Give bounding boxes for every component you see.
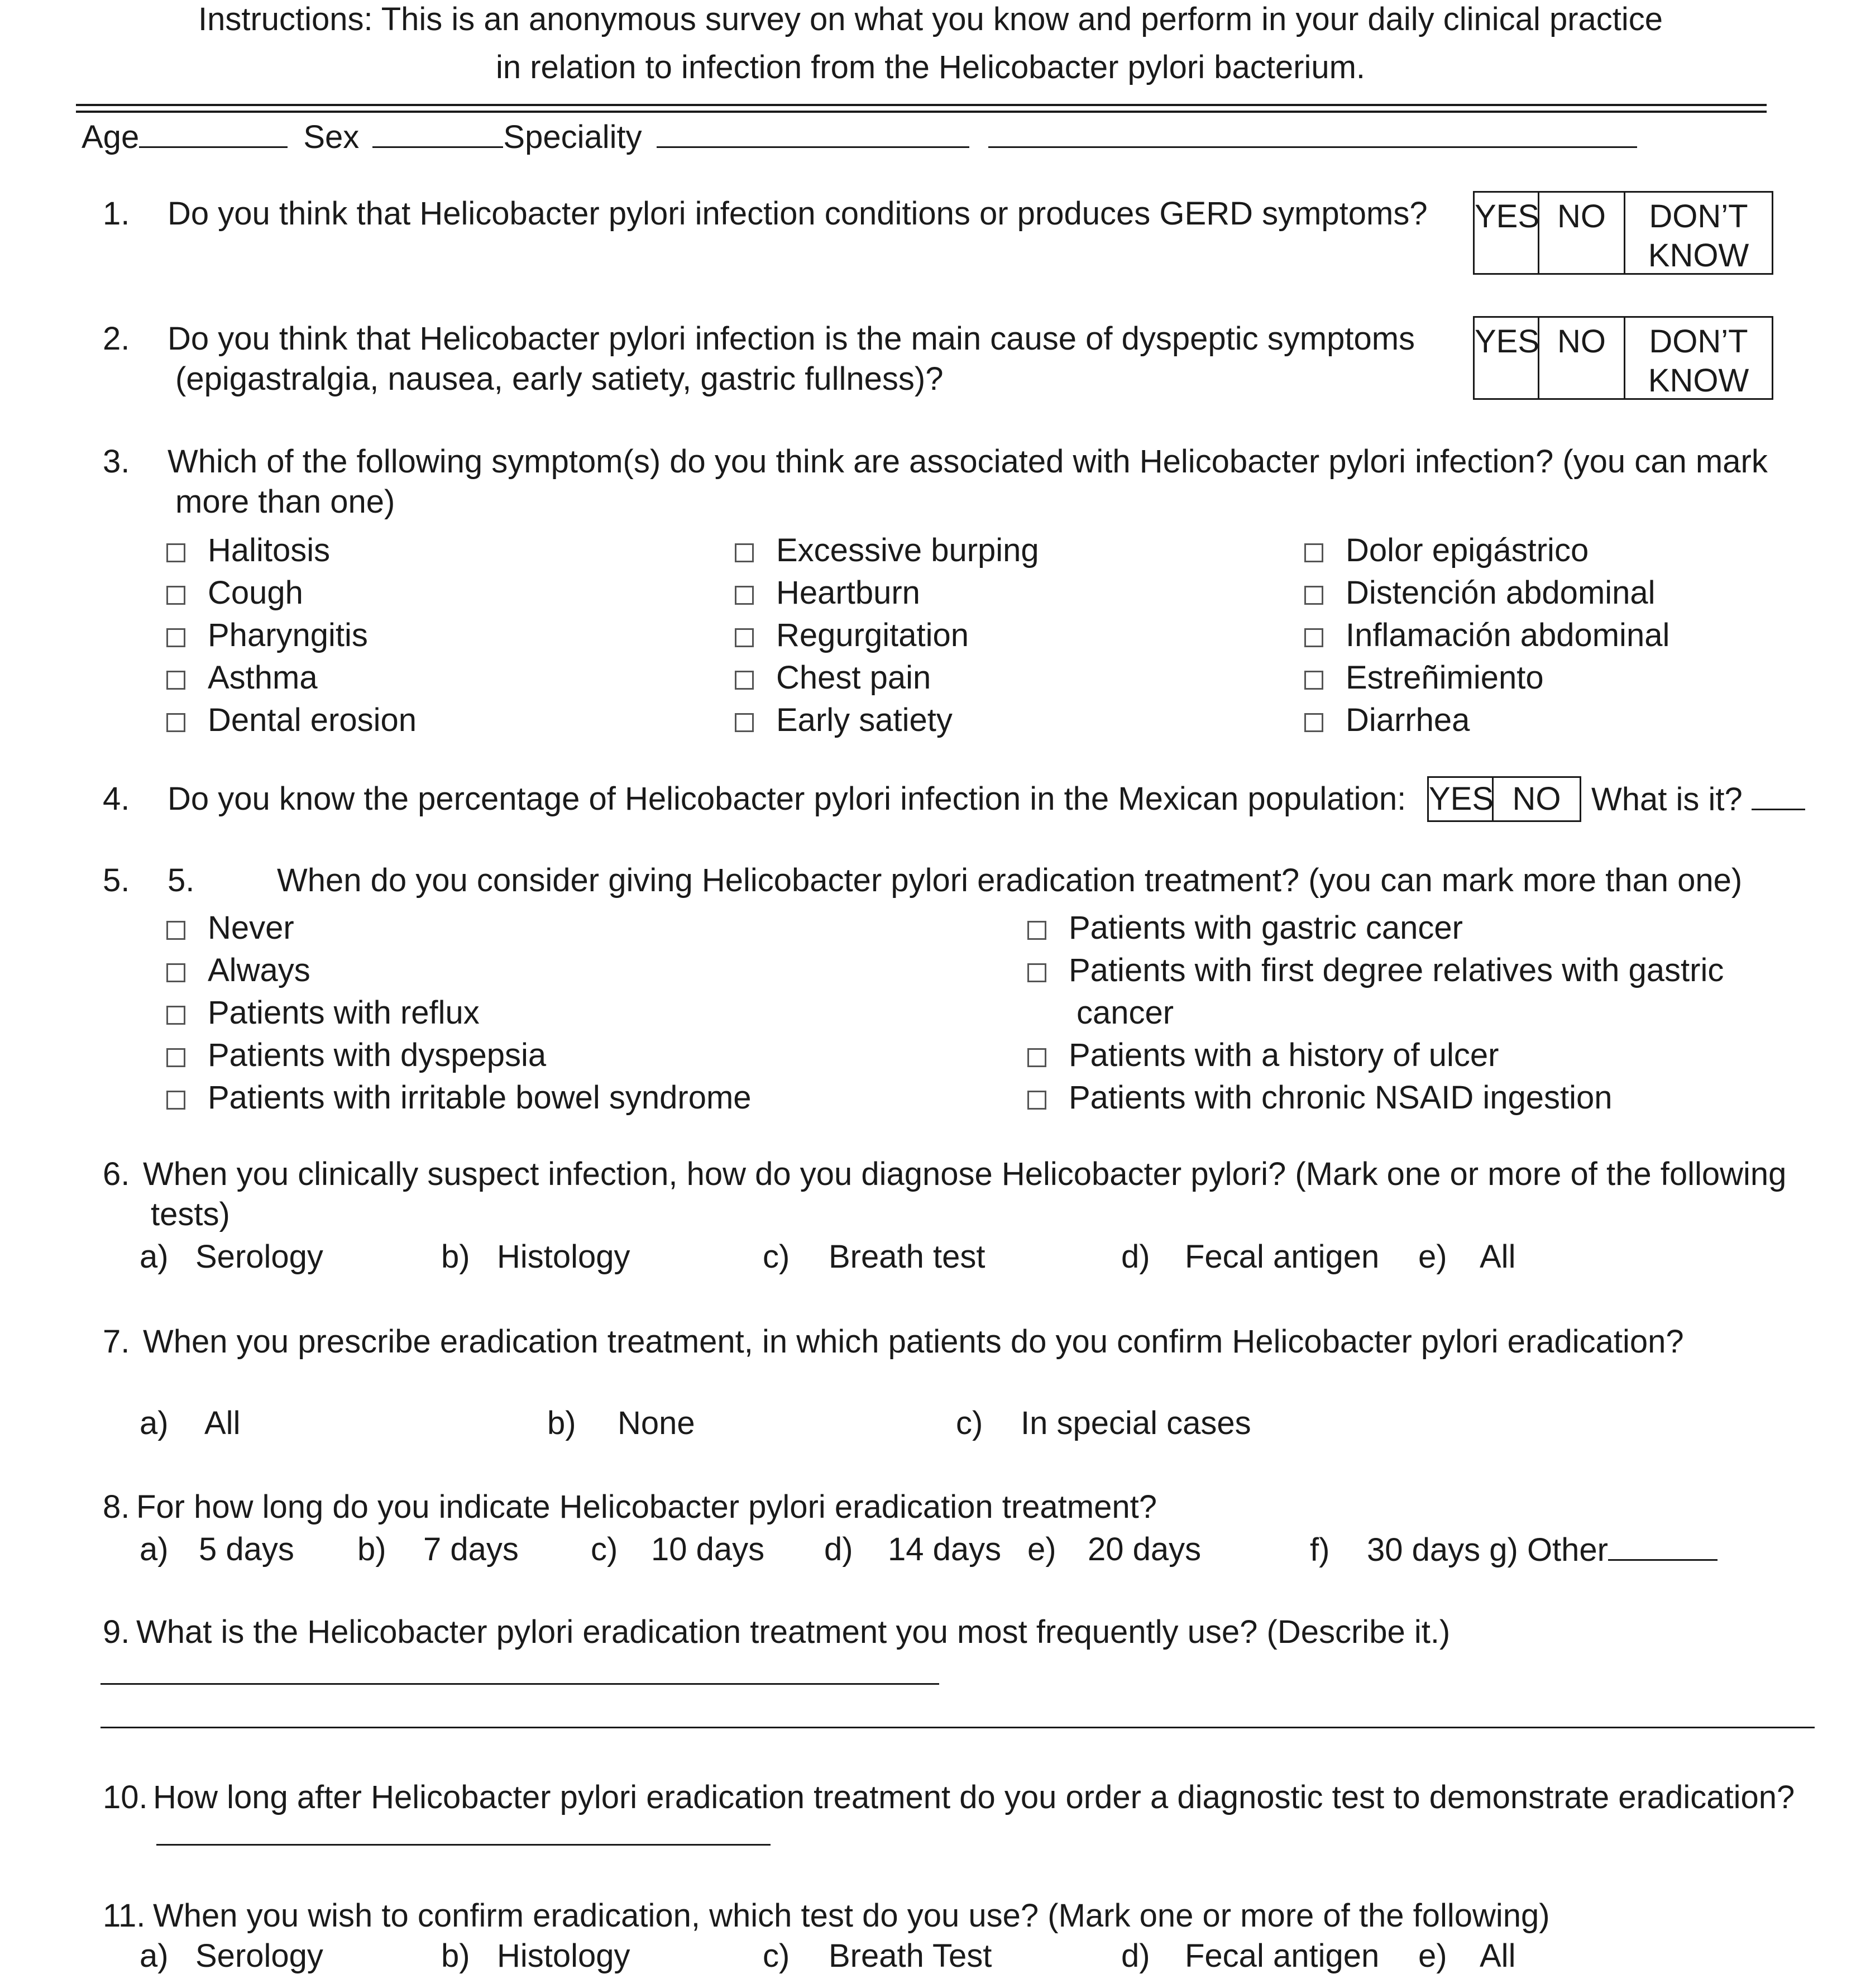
option-label: 14 days — [888, 1531, 1002, 1568]
checkbox[interactable] — [166, 713, 185, 732]
question-9-answer-line-1[interactable] — [101, 1683, 939, 1685]
option-label: 30 days g) Other — [1367, 1532, 1608, 1568]
question-1-text: Do you think that Helicobacter pylori infection conditions or produces GERD symptoms? — [168, 195, 1428, 232]
q11-option-a[interactable] — [140, 1940, 323, 1972]
demographics-row — [82, 121, 1637, 154]
option-letter: a) — [140, 1531, 169, 1568]
question-8-number: 8. — [103, 1489, 130, 1525]
q11-option-e[interactable] — [1418, 1940, 1515, 1972]
q8-option-e[interactable] — [1027, 1533, 1201, 1566]
q8-option-f[interactable] — [1310, 1533, 1718, 1566]
question-9-answer-line-2[interactable] — [101, 1727, 1815, 1728]
option-label: Patients with a history of ulcer — [1069, 1037, 1499, 1073]
question-2-text-line-2: (epigastralgia, nausea, early satiety, gastric fullness)? — [175, 361, 944, 397]
checkbox-option — [166, 529, 417, 572]
question-11-text: When you wish to confirm eradication, which test do you use? (Mark one or more of the following) — [153, 1898, 1550, 1934]
option-label: Patients with first degree relatives with gastric — [1069, 952, 1724, 988]
option-label: Early satiety — [776, 702, 953, 738]
option-label: Patients with irritable bowel syndrome — [208, 1079, 752, 1116]
question-4-text: Do you know the percentage of Helicobacter pylori infection in the Mexican population: — [168, 781, 1406, 817]
question-3-number: 3. — [103, 443, 130, 480]
checkbox[interactable] — [166, 628, 185, 647]
option-label: Serology — [195, 1938, 323, 1974]
checkbox-option — [166, 949, 752, 992]
question-2-dont-know-line-1: DON’T — [1649, 323, 1748, 360]
option-label: Asthma — [208, 660, 318, 696]
option-letter: f) — [1310, 1532, 1330, 1568]
checkbox-option — [735, 572, 1039, 614]
header-rule-bottom — [76, 111, 1767, 113]
question-7 — [103, 1323, 1684, 1360]
question-1-yes[interactable]: YES — [1475, 193, 1539, 273]
checkbox[interactable] — [735, 713, 754, 732]
question-1-no[interactable]: NO — [1539, 193, 1625, 273]
q11-option-d[interactable] — [1121, 1940, 1379, 1972]
question-3-text-line-1: Which of the following symptom(s) do you think are associated with Helicobacter pylori infection? (you can mark — [168, 443, 1768, 480]
checkbox[interactable] — [166, 543, 185, 562]
q8-option-a[interactable] — [140, 1533, 294, 1566]
option-letter: a) — [140, 1405, 169, 1441]
question-3-text-line-2: more than one) — [175, 484, 395, 520]
checkbox[interactable] — [1027, 963, 1046, 982]
option-letter: b) — [357, 1531, 386, 1568]
checkbox-option — [166, 1077, 752, 1119]
age-label: Age — [82, 119, 140, 155]
speciality-field-extra[interactable] — [988, 121, 1637, 148]
question-10-text: How long after Helicobacter pylori eradication treatment do you order a diagnostic test to demonstrate eradication? — [153, 1779, 1795, 1815]
checkbox[interactable] — [1304, 628, 1323, 647]
option-label: In special cases — [1021, 1405, 1251, 1441]
instructions-line-2: in relation to infection from the Helicobacter pylori bacterium. — [495, 49, 1366, 85]
option-label: Inflamación abdominal — [1346, 617, 1670, 653]
option-letter: c) — [763, 1239, 790, 1275]
option-letter: e) — [1418, 1938, 1447, 1974]
question-2-dont-know-line-2: KNOW — [1648, 362, 1749, 399]
question-10-answer-line[interactable] — [156, 1844, 771, 1846]
option-label: Cough — [208, 575, 303, 611]
option-label: Chest pain — [776, 660, 931, 696]
option-letter: a) — [140, 1938, 169, 1974]
q7-option-b[interactable] — [547, 1407, 695, 1440]
option-label: All — [204, 1405, 241, 1441]
question-9-number: 9. — [103, 1614, 130, 1650]
question-2-dont-know[interactable] — [1625, 318, 1772, 398]
checkbox-option — [735, 529, 1039, 572]
checkbox-option — [166, 699, 417, 742]
q6-option-d[interactable] — [1121, 1241, 1379, 1273]
option-label: Breath test — [829, 1239, 985, 1275]
checkbox[interactable] — [1304, 586, 1323, 605]
question-3-column-3 — [1304, 529, 1669, 742]
checkbox-option — [1304, 529, 1669, 572]
checkbox-option — [166, 1034, 752, 1077]
option-label: Pharyngitis — [208, 617, 368, 653]
checkbox[interactable] — [1027, 1048, 1046, 1067]
option-label: 20 days — [1088, 1531, 1202, 1568]
checkbox-option — [1027, 907, 1724, 949]
question-4-yes[interactable]: YES — [1429, 778, 1494, 820]
question-8-text: For how long do you indicate Helicobacter pylori eradication treatment? — [136, 1489, 1157, 1525]
option-label: Always — [208, 952, 310, 988]
checkbox[interactable] — [1304, 713, 1323, 732]
question-4-what-is-it — [1591, 783, 1805, 816]
option-label: Regurgitation — [776, 617, 969, 653]
q8-option-c[interactable] — [591, 1533, 764, 1566]
option-label: Estreñimiento — [1346, 660, 1544, 696]
option-label: Patients with gastric cancer — [1069, 910, 1463, 946]
q6-option-c[interactable] — [763, 1241, 985, 1273]
checkbox[interactable] — [735, 586, 754, 605]
option-label: Fecal antigen — [1185, 1938, 1380, 1974]
question-4-answer-box — [1427, 776, 1581, 822]
checkbox-option — [166, 992, 752, 1034]
option-letter: e) — [1418, 1239, 1447, 1275]
option-letter: b) — [441, 1239, 470, 1275]
question-2-yes[interactable]: YES — [1475, 318, 1539, 398]
option-label: Excessive burping — [776, 532, 1039, 568]
option-label: None — [618, 1405, 695, 1441]
checkbox[interactable] — [735, 543, 754, 562]
option-label: Serology — [195, 1239, 323, 1275]
question-1-answer-box — [1473, 191, 1773, 275]
question-10-number: 10. — [103, 1779, 148, 1815]
speciality-label: Speciality — [503, 119, 642, 155]
age-field[interactable] — [139, 121, 288, 148]
checkbox[interactable] — [166, 1006, 185, 1025]
checkbox-option — [166, 657, 417, 699]
option-letter: c) — [956, 1405, 983, 1441]
option-label: 5 days — [199, 1531, 294, 1568]
question-8 — [103, 1491, 1157, 1523]
checkbox[interactable] — [166, 1091, 185, 1110]
option-letter: d) — [1121, 1938, 1150, 1974]
q11-option-b[interactable] — [441, 1940, 630, 1972]
checkbox-option — [1304, 572, 1669, 614]
option-label: Patients with chronic NSAID ingestion — [1069, 1079, 1613, 1116]
question-5-number: 5. — [103, 862, 130, 899]
question-1-dont-know-line-2: KNOW — [1648, 237, 1749, 274]
what-is-it-field[interactable] — [1752, 783, 1805, 810]
checkbox[interactable] — [735, 628, 754, 647]
checkbox-option — [1304, 657, 1669, 699]
option-letter: e) — [1027, 1531, 1056, 1568]
question-5-text: When do you consider giving Helicobacter pylori eradication treatment? (you can mark more than one) — [277, 862, 1743, 899]
question-11 — [103, 1895, 1550, 1932]
question-6-text-line-2: tests) — [151, 1196, 230, 1232]
q6-option-e[interactable] — [1418, 1241, 1515, 1273]
speciality-field[interactable] — [657, 121, 969, 148]
option-label: Heartburn — [776, 575, 920, 611]
instructions-line-1: Instructions: This is an anonymous survey on what you know and perform in your daily clinical practice — [198, 1, 1663, 37]
checkbox-option — [166, 614, 417, 657]
checkbox-option — [1027, 1034, 1724, 1077]
option-letter: d) — [1121, 1239, 1150, 1275]
checkbox[interactable] — [166, 586, 185, 605]
option-label: All — [1480, 1938, 1516, 1974]
question-9-text: What is the Helicobacter pylori eradication treatment you most frequently use? (Describe it.) — [136, 1614, 1451, 1650]
sex-label: Sex — [303, 119, 360, 155]
checkbox[interactable] — [166, 1048, 185, 1067]
option-letter: b) — [547, 1405, 576, 1441]
question-5 — [103, 864, 1742, 897]
question-6 — [103, 1158, 1786, 1191]
option-label: Patients with reflux — [208, 995, 480, 1031]
sex-field[interactable] — [372, 121, 503, 148]
question-5-number-2: 5. — [168, 862, 195, 899]
question-7-number: 7. — [103, 1323, 130, 1360]
option-letter: d) — [824, 1531, 853, 1568]
checkbox-option — [1027, 1077, 1724, 1119]
q11-option-c[interactable] — [763, 1940, 992, 1972]
question-1-dont-know[interactable] — [1625, 193, 1772, 273]
question-4-no[interactable]: NO — [1512, 781, 1561, 817]
question-2-number: 2. — [103, 321, 130, 357]
question-6-text-line-1: When you clinically suspect infection, how do you diagnose Helicobacter pylori? (Mark one or more of the following — [143, 1156, 1787, 1192]
question-4 — [103, 783, 1406, 815]
option-label: All — [1480, 1239, 1516, 1275]
question-1-dont-know-line-1: DON’T — [1649, 198, 1748, 235]
question-1-number: 1. — [103, 195, 130, 232]
q8-option-d[interactable] — [824, 1533, 1001, 1566]
checkbox-option — [735, 614, 1039, 657]
question-2 — [103, 323, 1415, 355]
question-11-number: 11. — [103, 1898, 146, 1934]
question-5-right-column — [1027, 907, 1724, 1119]
checkbox-option — [166, 907, 752, 949]
q6-option-a[interactable] — [140, 1241, 323, 1273]
option-letter: a) — [140, 1239, 169, 1275]
option-label: Fecal antigen — [1185, 1239, 1380, 1275]
checkbox[interactable] — [1027, 921, 1046, 940]
option-letter: c) — [591, 1531, 618, 1568]
checkbox-option — [1304, 614, 1669, 657]
question-7-text: When you prescribe eradication treatment, in which patients do you confirm Helicobacter pylori eradication? — [143, 1323, 1684, 1360]
checkbox[interactable] — [1304, 543, 1323, 562]
question-3 — [103, 443, 1768, 480]
option-label: Histology — [497, 1239, 630, 1275]
question-10 — [103, 1777, 1795, 1814]
checkbox-option — [735, 699, 1039, 742]
question-3-column-2 — [735, 529, 1039, 742]
checkbox[interactable] — [1304, 671, 1323, 690]
option-letter: c) — [763, 1938, 790, 1974]
option-label: 10 days — [651, 1531, 765, 1568]
checkbox-option — [1027, 949, 1724, 992]
checkbox-option — [1304, 699, 1669, 742]
checkbox[interactable] — [166, 963, 185, 982]
option-label: Patients with dyspepsia — [208, 1037, 547, 1073]
option-label: Dental erosion — [208, 702, 417, 738]
checkbox[interactable] — [735, 671, 754, 690]
option-label: Halitosis — [208, 532, 331, 568]
question-4-number: 4. — [103, 781, 130, 817]
option-label: Never — [208, 910, 294, 946]
checkbox-option — [166, 572, 417, 614]
q6-option-b[interactable] — [441, 1241, 630, 1273]
option-label: Diarrhea — [1346, 702, 1470, 738]
checkbox[interactable] — [1027, 1091, 1046, 1110]
option-label: Histology — [497, 1938, 630, 1974]
q8-option-b[interactable] — [357, 1533, 519, 1566]
q7-option-c[interactable] — [956, 1407, 1251, 1440]
option-label: Breath Test — [829, 1938, 992, 1974]
question-6-number: 6. — [103, 1156, 130, 1192]
question-1 — [103, 195, 1428, 232]
question-2-answer-box — [1473, 316, 1773, 400]
what-is-it-label: What is it? — [1591, 781, 1743, 818]
option-label-continued: cancer — [1077, 995, 1174, 1031]
question-2-no[interactable]: NO — [1539, 318, 1625, 398]
checkbox[interactable] — [166, 671, 185, 690]
checkbox[interactable] — [166, 921, 185, 940]
question-3-column-1 — [166, 529, 417, 742]
question-5-left-column — [166, 907, 752, 1119]
header-rule-top — [76, 104, 1767, 106]
question-2-text-line-1: Do you think that Helicobacter pylori infection is the main cause of dyspeptic symptoms — [168, 321, 1415, 357]
option-label: Distención abdominal — [1346, 575, 1656, 611]
other-field[interactable] — [1608, 1533, 1718, 1561]
option-letter: b) — [441, 1938, 470, 1974]
option-label: Dolor epigástrico — [1346, 532, 1589, 568]
option-label: 7 days — [423, 1531, 519, 1568]
question-9 — [103, 1616, 1450, 1648]
q7-option-a[interactable] — [140, 1407, 240, 1440]
checkbox-option — [735, 657, 1039, 699]
